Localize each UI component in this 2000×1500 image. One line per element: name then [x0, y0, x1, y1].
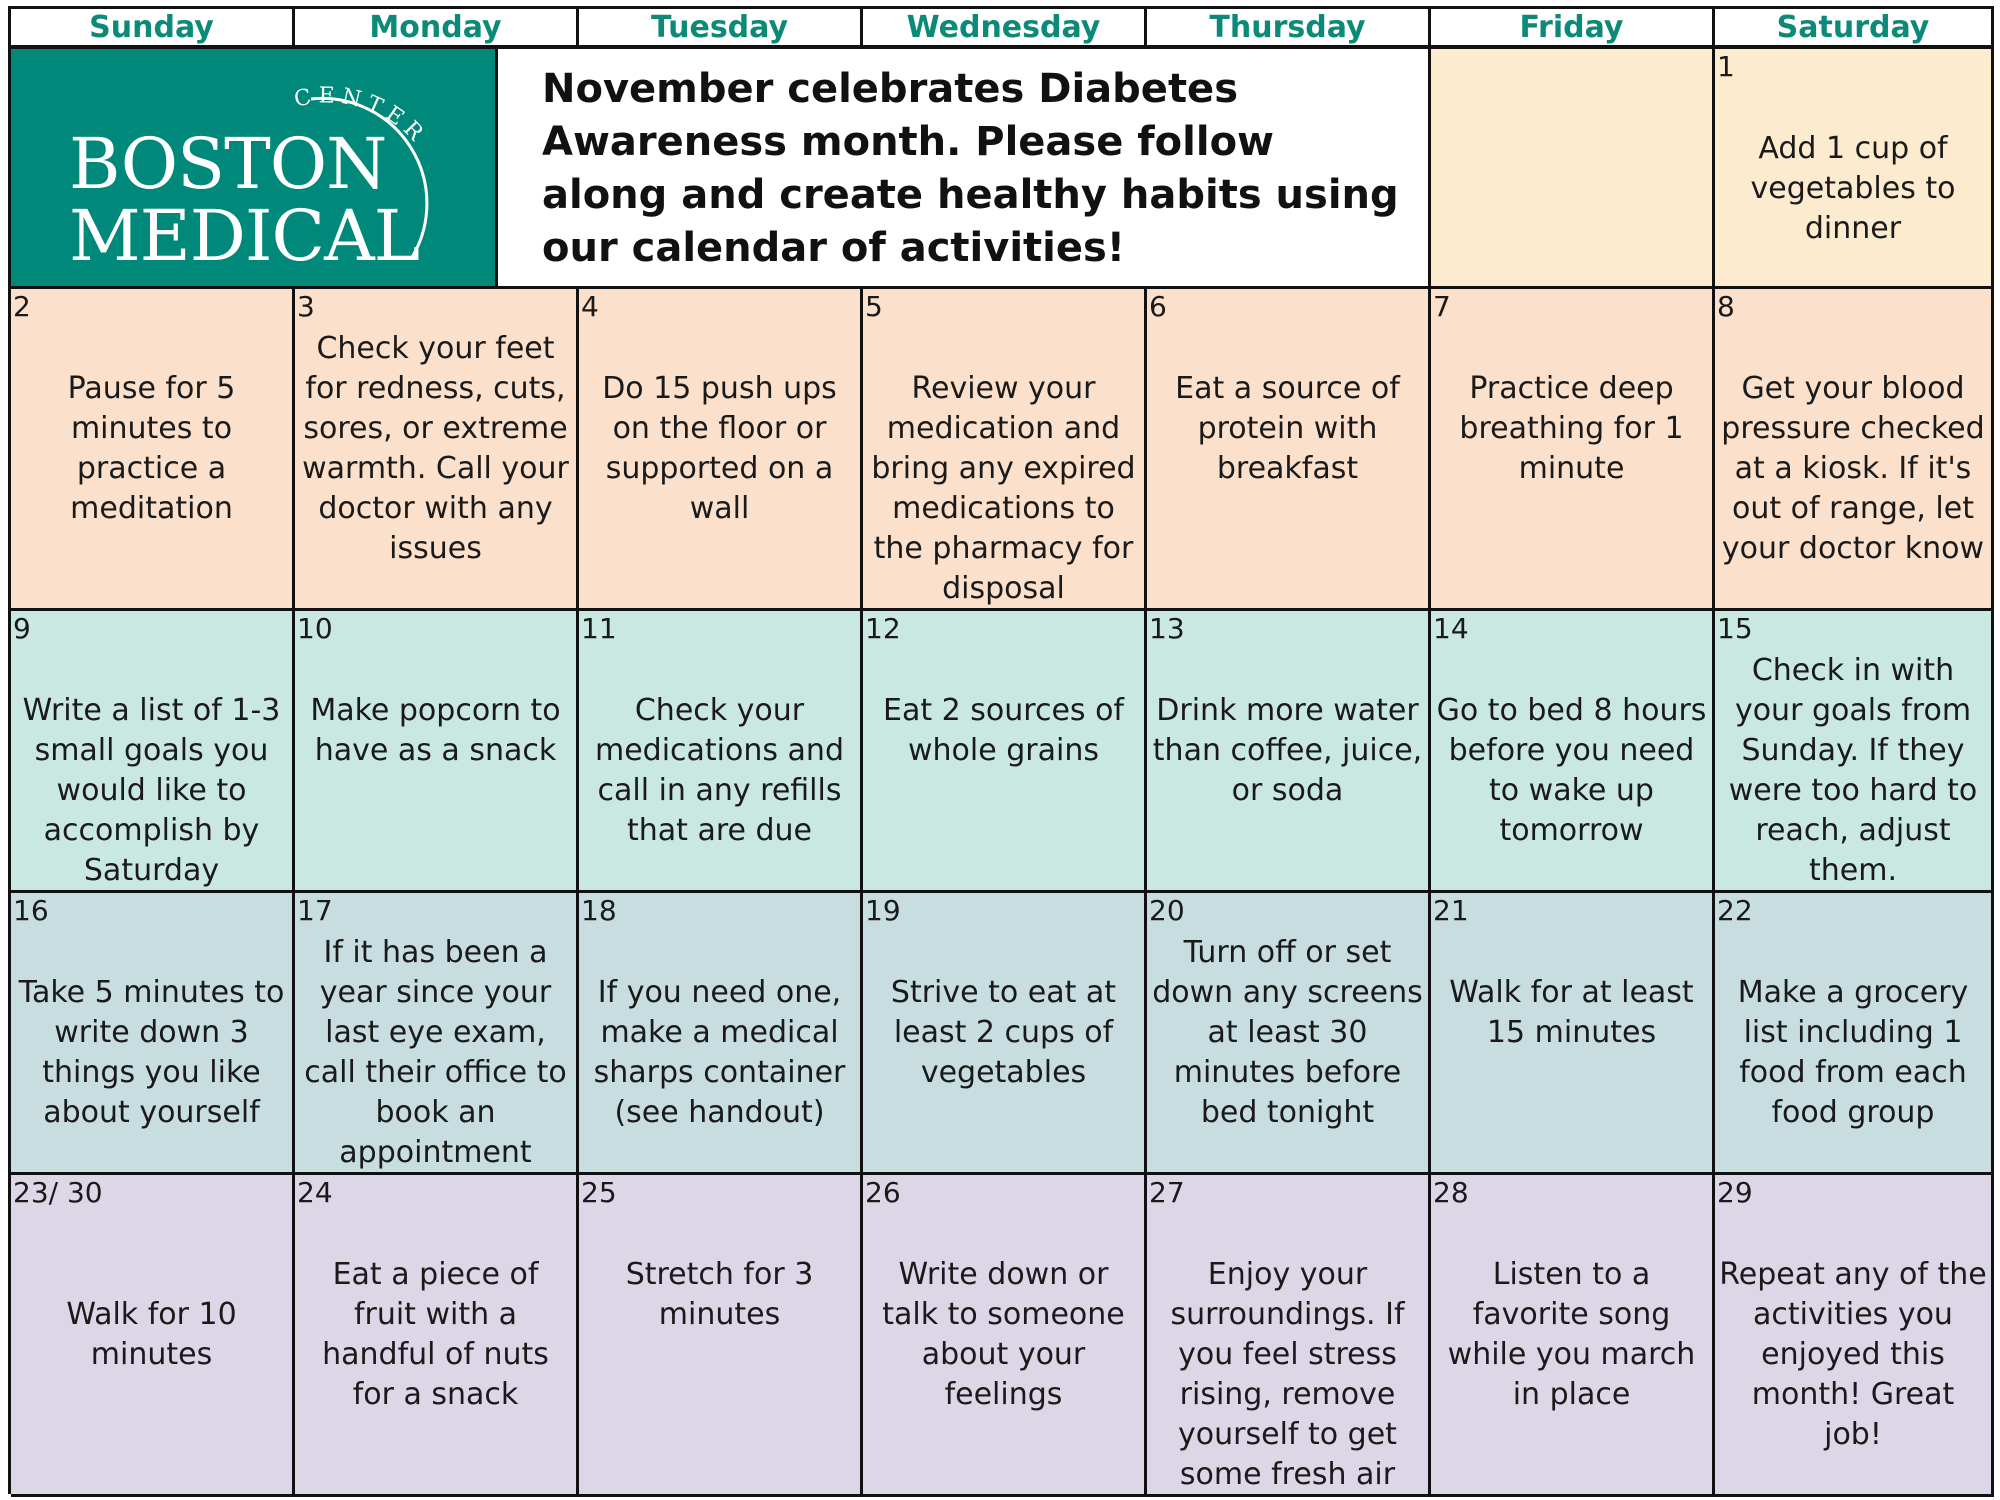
day-cell-29	[1715, 1175, 1994, 1497]
day-number: 6	[1149, 290, 1167, 323]
day-activity: Review your medication and bring any expired medications to the pharmacy for disposal	[871, 371, 1136, 606]
day-activity: Check your medications and call in any refills that are due	[594, 693, 844, 848]
day-activity: Take 5 minutes to write down 3 things you like about yourself	[18, 975, 285, 1130]
day-activity: Go to bed 8 hours before you need to wake up tomorrow	[1436, 693, 1707, 848]
day-cell-24	[295, 1175, 579, 1497]
day-activity: Write down or talk to someone about your feelings	[882, 1257, 1125, 1412]
day-number: 29	[1717, 1176, 1753, 1209]
boston-medical-logo	[11, 49, 498, 289]
day-number: 19	[865, 894, 901, 927]
day-activity: Write a list of 1-3 small goals you would like to accomplish by Saturday	[22, 693, 281, 888]
day-cell-26	[863, 1175, 1147, 1497]
day-cell-empty	[1431, 49, 1715, 289]
day-number: 26	[865, 1176, 901, 1209]
day-activity: Eat a piece of fruit with a handful of nuts for a snack	[322, 1257, 549, 1412]
day-activity: Listen to a favorite song while you march in place	[1447, 1257, 1696, 1412]
day-activity: Walk for 10 minutes	[66, 1297, 237, 1372]
day-cell-16	[11, 893, 295, 1175]
day-activity: Strive to eat at least 2 cups of vegetables	[890, 975, 1117, 1090]
day-cell-15	[1715, 611, 1994, 893]
day-number: 15	[1717, 612, 1753, 645]
day-number: 24	[297, 1176, 333, 1209]
day-cell-10	[295, 611, 579, 893]
day-cell-27	[1147, 1175, 1431, 1497]
day-activity: Eat a source of protein with breakfast	[1175, 371, 1400, 486]
day-number: 28	[1433, 1176, 1469, 1209]
day-number: 3	[297, 290, 315, 323]
day-activity: Enjoy your surroundings. If you feel stress rising, remove yourself to get some fresh air	[1170, 1257, 1405, 1492]
day-activity: If it has been a year since your last eye exam, call their office to book an appointment	[304, 935, 567, 1170]
day-cell-9	[11, 611, 295, 893]
day-cell-7	[1431, 289, 1715, 611]
day-header-friday: Friday	[1431, 9, 1715, 49]
day-cell-17	[295, 893, 579, 1175]
day-cell-22	[1715, 893, 1994, 1175]
day-cell-28	[1431, 1175, 1715, 1497]
day-cell-18	[579, 893, 863, 1175]
awareness-banner: November celebrates Diabetes Awareness month. Please follow along and create healthy habits using our calendar of activities!	[498, 49, 1431, 289]
day-activity: Turn off or set down any screens at least 30 minutes before bed tonight	[1152, 935, 1423, 1130]
calendar-grid	[8, 6, 1994, 1494]
day-number: 21	[1433, 894, 1469, 927]
day-number: 27	[1149, 1176, 1185, 1209]
day-activity: Repeat any of the activities you enjoyed this month! Great job!	[1719, 1257, 1987, 1452]
day-header-wednesday: Wednesday	[863, 9, 1147, 49]
day-cell-20	[1147, 893, 1431, 1175]
day-number: 12	[865, 612, 901, 645]
day-cell-21	[1431, 893, 1715, 1175]
day-number: 2	[13, 290, 31, 323]
day-number: 10	[297, 612, 333, 645]
day-number: 11	[581, 612, 617, 645]
day-cell-8	[1715, 289, 1994, 611]
day-number: 18	[581, 894, 617, 927]
day-number: 22	[1717, 894, 1753, 927]
day-number: 17	[297, 894, 333, 927]
day-cell-5	[863, 289, 1147, 611]
day-number: 13	[1149, 612, 1185, 645]
day-cell-4	[579, 289, 863, 611]
day-activity: Walk for at least 15 minutes	[1449, 975, 1694, 1050]
day-cell-2	[11, 289, 295, 611]
day-number: 5	[865, 290, 883, 323]
day-activity: Get your blood pressure checked at a kiosk. If it's out of range, let your doctor know	[1721, 371, 1985, 566]
day-number: 7	[1433, 290, 1451, 323]
day-activity: Make a grocery list including 1 food from each food group	[1737, 975, 1969, 1130]
day-header-thursday: Thursday	[1147, 9, 1431, 49]
day-header-monday: Monday	[295, 9, 579, 49]
day-number: 25	[581, 1176, 617, 1209]
logo-line-medical: MEDICAL	[69, 195, 420, 277]
day-header-sunday: Sunday	[11, 9, 295, 49]
day-header-tuesday: Tuesday	[579, 9, 863, 49]
day-cell-14	[1431, 611, 1715, 893]
day-cell-19	[863, 893, 1147, 1175]
day-activity: Add 1 cup of vegetables to dinner	[1750, 131, 1956, 246]
day-activity: Drink more water than coffee, juice, or soda	[1152, 693, 1423, 808]
day-number: 1	[1717, 50, 1735, 83]
day-number: 20	[1149, 894, 1185, 927]
day-number: 4	[581, 290, 599, 323]
day-activity: Practice deep breathing for 1 minute	[1459, 371, 1684, 486]
day-activity: Check your feet for redness, cuts, sores, or extreme warmth. Call your doctor with any issues	[302, 331, 569, 566]
day-activity: Do 15 push ups on the floor or supported on a wall	[602, 371, 837, 526]
day-number: 9	[13, 612, 31, 645]
day-cell-3	[295, 289, 579, 611]
logo-arc-text: CENTER	[292, 83, 432, 151]
day-cell-23-30	[11, 1175, 295, 1497]
day-number: 14	[1433, 612, 1469, 645]
day-activity: Make popcorn to have as a snack	[310, 693, 561, 768]
day-cell-6	[1147, 289, 1431, 611]
day-cell-1	[1715, 49, 1994, 289]
day-number: 8	[1717, 290, 1735, 323]
logo-line-boston: BOSTON	[69, 123, 387, 205]
day-header-saturday: Saturday	[1715, 9, 1994, 49]
day-number: 16	[13, 894, 49, 927]
day-cell-25	[579, 1175, 863, 1497]
day-activity: Eat 2 sources of whole grains	[883, 693, 1124, 768]
day-cell-13	[1147, 611, 1431, 893]
day-number: 23/ 30	[13, 1176, 103, 1209]
day-activity: If you need one, make a medical sharps container (see handout)	[593, 975, 846, 1130]
day-cell-11	[579, 611, 863, 893]
day-activity: Check in with your goals from Sunday. If they were too hard to reach, adjust them.	[1728, 653, 1978, 888]
day-cell-12	[863, 611, 1147, 893]
day-activity: Pause for 5 minutes to practice a meditation	[67, 371, 236, 526]
day-activity: Stretch for 3 minutes	[625, 1257, 814, 1332]
